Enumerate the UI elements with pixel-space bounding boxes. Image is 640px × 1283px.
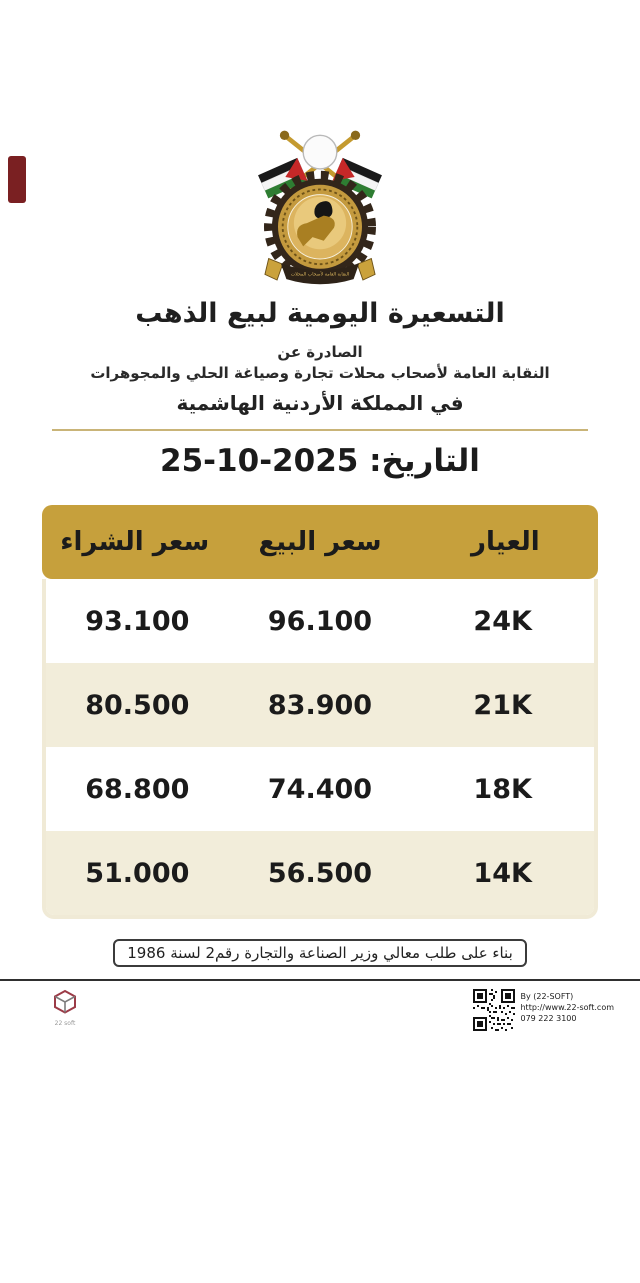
url-line: http://www.22-soft.com xyxy=(520,1003,614,1012)
syndicate-emblem-logo xyxy=(245,126,395,294)
cell-karat: 18K xyxy=(473,773,532,805)
cell-sell-price: 83.900 xyxy=(267,689,373,721)
footer xyxy=(0,981,640,1031)
date-value: 25-10-2025 xyxy=(160,443,359,479)
table-header-row xyxy=(42,505,598,579)
page-title: التسعيرة اليومية لبيع الذهب xyxy=(135,298,505,329)
cell-sell-price: 74.400 xyxy=(267,773,373,805)
cell-buy-price: 80.500 xyxy=(85,689,190,721)
red-bookmark-mark xyxy=(8,156,26,203)
header-cell-buy: سعر الشراء xyxy=(60,527,210,557)
pearl-ball-icon xyxy=(303,135,337,169)
soft-cube-logo-wrap xyxy=(52,989,78,1027)
banner-text: النقابة العامة لأصحاب المحلات xyxy=(290,272,350,278)
date-label: التاريخ: xyxy=(369,443,480,479)
cell-buy-price: 93.100 xyxy=(85,605,190,637)
cell-buy-price: 51.000 xyxy=(85,857,190,889)
qr-code-icon xyxy=(473,989,515,1031)
cube-logo-caption: 22 soft xyxy=(54,1020,76,1027)
cell-karat: 14K xyxy=(473,857,532,889)
header-cell-sell: سعر البيع xyxy=(258,527,382,557)
cell-sell-price: 96.100 xyxy=(267,605,373,637)
credit-block xyxy=(473,989,614,1031)
credit-line: By (22-SOFT) xyxy=(520,992,574,1001)
date-line xyxy=(0,443,640,479)
price-row-21k xyxy=(46,663,594,747)
price-row-14k xyxy=(46,831,594,915)
cell-buy-price: 68.800 xyxy=(85,773,190,805)
footnote-box: بناء على طلب معالي وزير الصناعة والتجارة رقم2 لسنة 1986 xyxy=(113,939,527,967)
credit-text xyxy=(520,989,614,1024)
header-cell-karat: العيار xyxy=(470,527,540,557)
price-row-18k xyxy=(46,747,594,831)
gold-divider xyxy=(52,429,588,431)
cube-logo-icon xyxy=(52,989,78,1015)
price-row-24k xyxy=(46,579,594,663)
country-line: في المملكة الأردنية الهاشمية xyxy=(176,391,464,415)
cell-karat: 24K xyxy=(473,605,532,637)
gold-price-table xyxy=(42,505,598,919)
phone-line: 079 222 3100 xyxy=(520,1014,577,1023)
gold-price-bulletin xyxy=(0,126,640,1283)
issued-by-line: الصادرة عن xyxy=(277,343,363,361)
cell-karat: 21K xyxy=(473,689,532,721)
cell-sell-price: 56.500 xyxy=(267,857,373,889)
org-name-line: النقابة العامة لأصحاب محلات تجارة وصياغة الحلي والمجوهرات xyxy=(90,364,550,382)
table-body xyxy=(42,579,598,919)
